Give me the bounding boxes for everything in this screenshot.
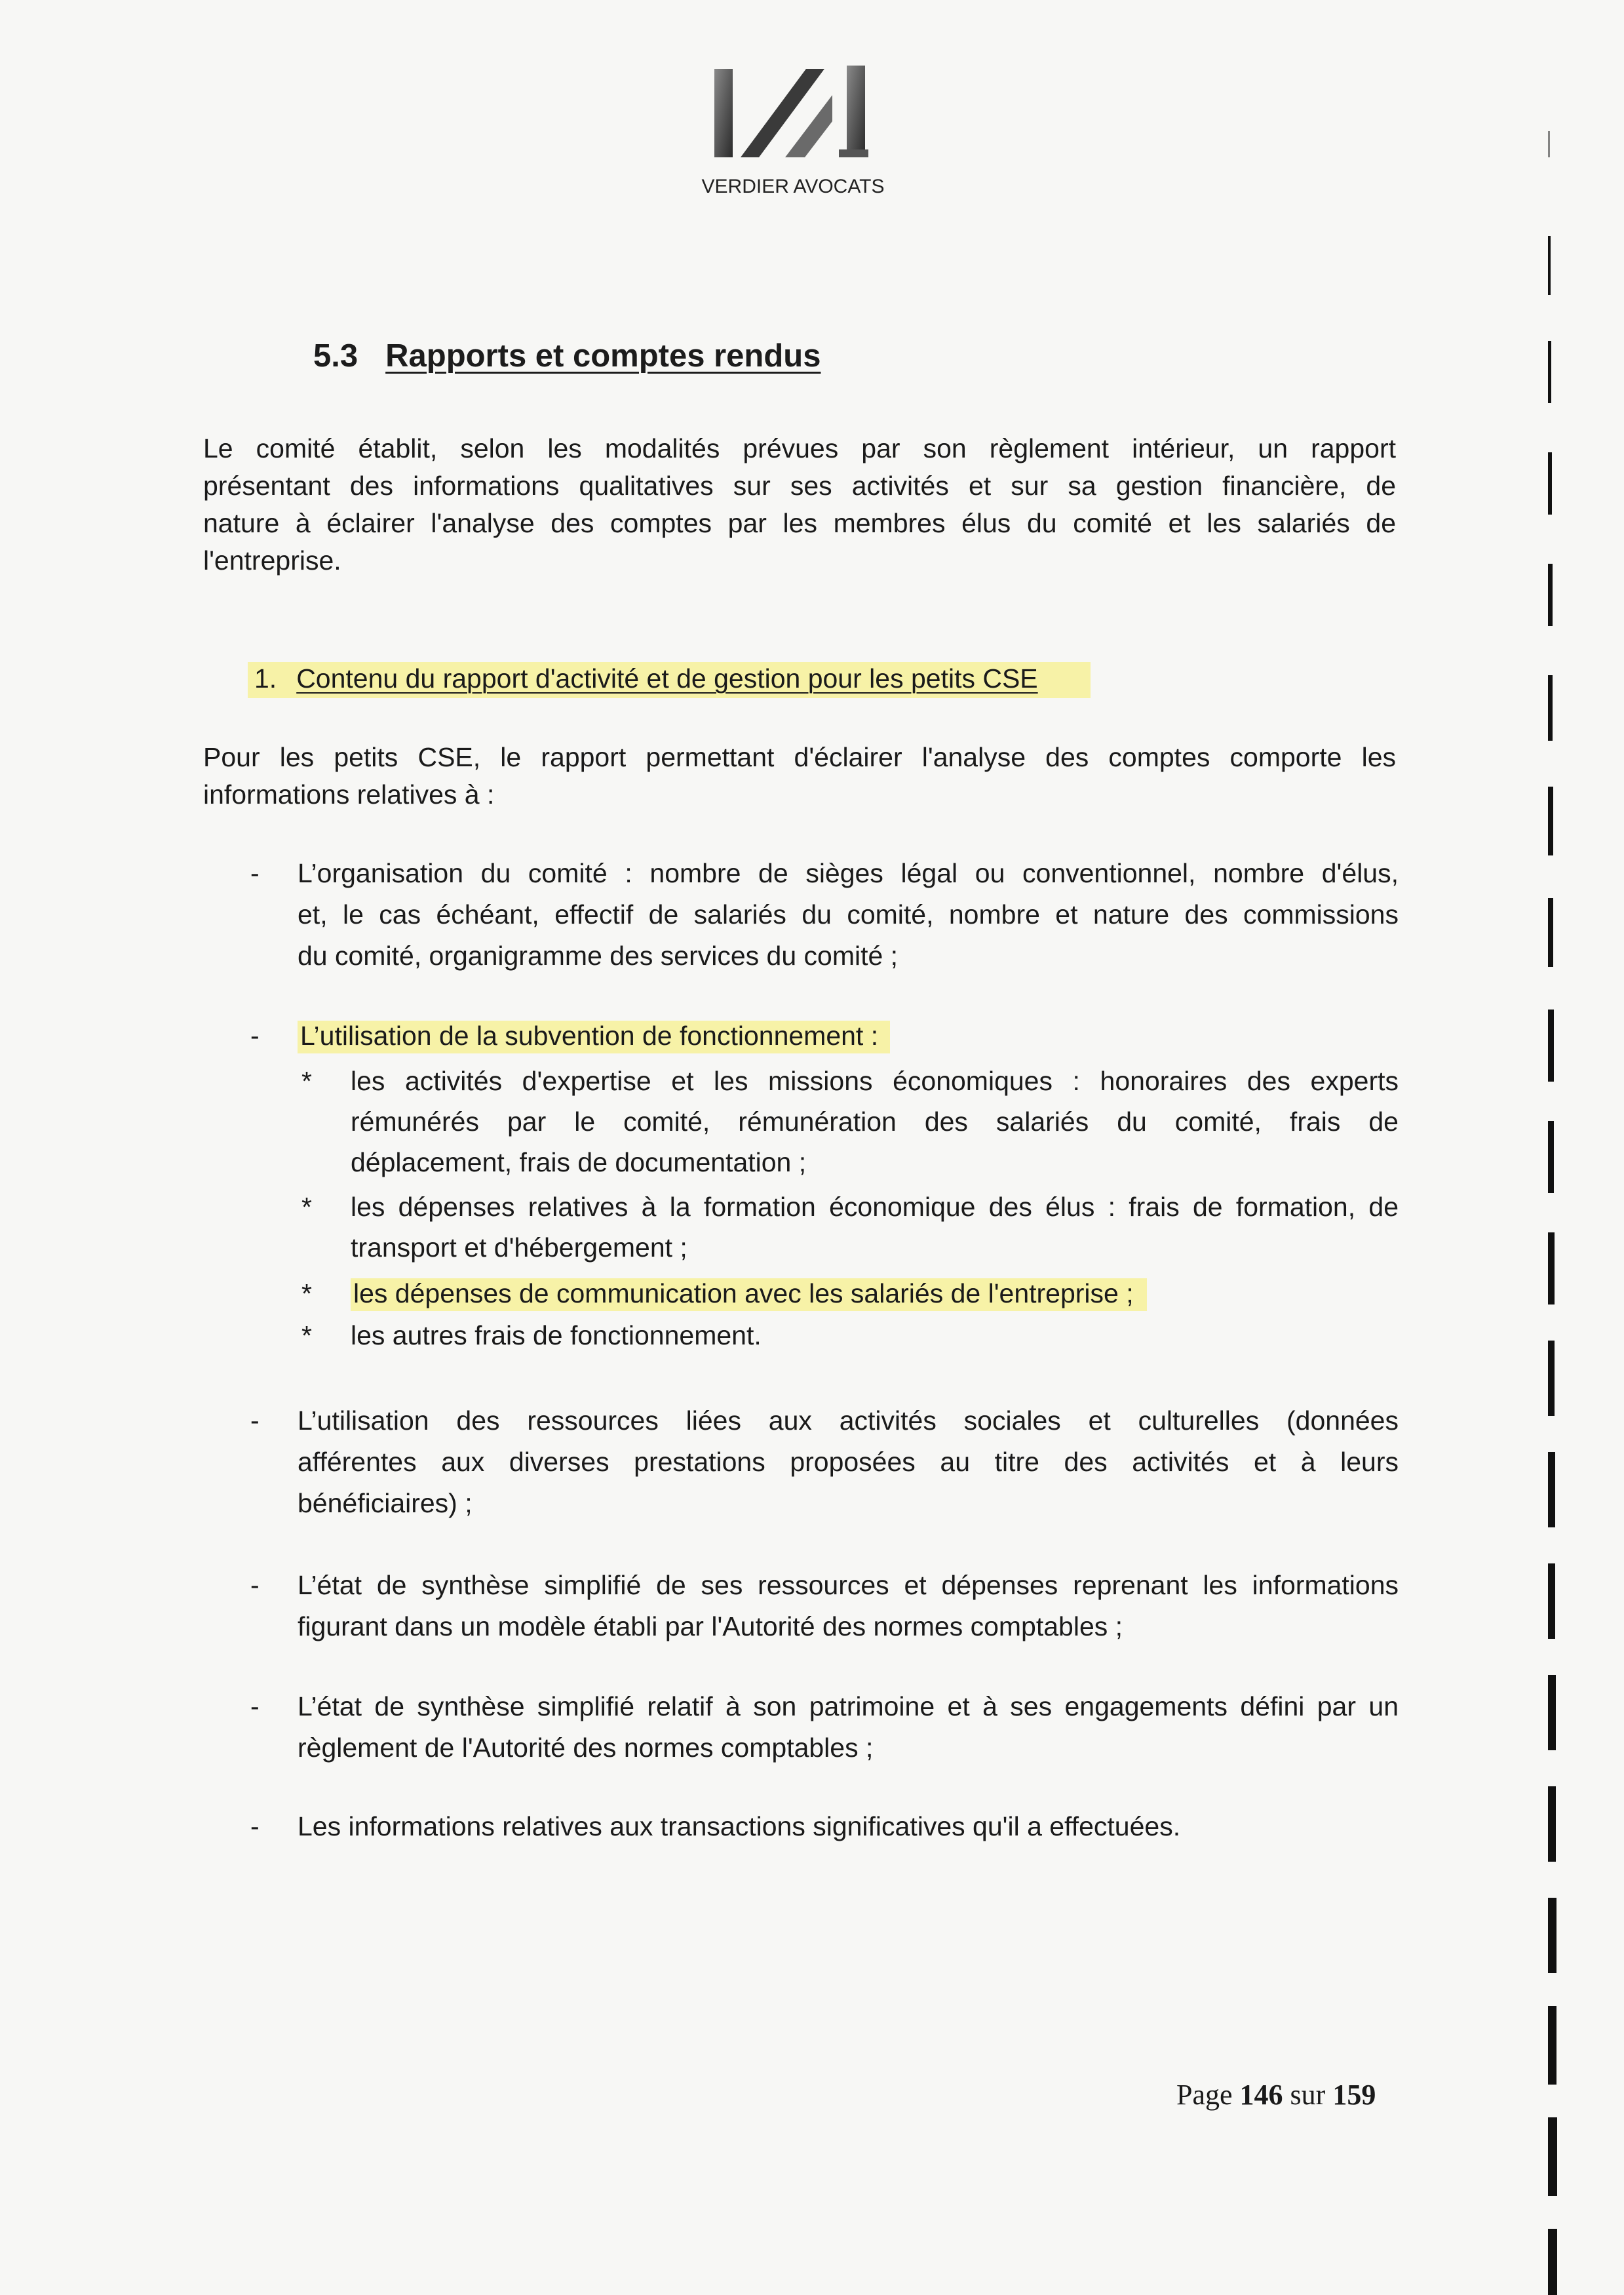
binding-mark [1548, 1121, 1554, 1193]
asterisk-bullet: * [301, 1066, 312, 1096]
binding-mark [1548, 1675, 1556, 1750]
binding-mark [1548, 1563, 1555, 1639]
lead-paragraph [203, 739, 1396, 814]
item-line: les dépenses relatives à la formation économique des élus : frais de formation, de [351, 1192, 1399, 1222]
item-line: L’état de synthèse simplifié de ses ressources et dépenses reprenant les informations [298, 1570, 1399, 1600]
dash-bullet: - [250, 1405, 260, 1436]
firm-name: VERDIER AVOCATS [701, 176, 885, 197]
binding-mark [1548, 787, 1553, 855]
item-line: afférentes aux diverses prestations proposées au titre des activités et à leurs [298, 1447, 1399, 1477]
asterisk-bullet: * [301, 1320, 312, 1350]
paragraph-line: présentant des informations qualitatives sur ses activités et sur sa gestion financière, de [203, 471, 1396, 501]
dash-bullet: - [250, 1021, 260, 1051]
of-word: sur [1290, 2079, 1326, 2111]
item-line: L’état de synthèse simplifié relatif à son patrimoine et à ses engagements défini par un [298, 1691, 1399, 1721]
item-line: L’organisation du comité : nombre de sièges légal ou conventionnel, nombre d'élus, [298, 858, 1399, 888]
paragraph-line: informations relatives à : [203, 779, 495, 810]
item-line: L’utilisation des ressources liées aux activités sociales et culturelles (données [298, 1405, 1399, 1436]
item-line: les activités d'expertise et les missions économiques : honoraires des experts [351, 1066, 1399, 1096]
binding-mark [1548, 2117, 1557, 2196]
section-heading [313, 338, 821, 374]
binding-mark [1548, 1232, 1555, 1304]
item-line: du comité, organigramme des services du comité ; [298, 941, 899, 971]
binding-mark [1548, 564, 1553, 626]
firm-logo [695, 59, 891, 210]
binding-mark [1548, 2006, 1556, 2085]
paragraph-line: nature à éclairer l'analyse des comptes par les membres élus du comité et les salariés de [203, 508, 1396, 538]
section-number: 5.3 [313, 338, 358, 374]
item-line: règlement de l'Autorité des normes comptables ; [298, 1733, 874, 1763]
binding-mark [1548, 898, 1553, 967]
paragraph-line: l'entreprise. [203, 545, 341, 576]
item-line: bénéficiaires) ; [298, 1488, 473, 1518]
subsection-title: Contenu du rapport d'activité et de gestion pour les petits CSE [296, 663, 1038, 694]
binding-marks [1534, 0, 1624, 2295]
binding-mark [1548, 341, 1551, 403]
item-line-highlighted: L’utilisation de la subvention de fonctionnement : [298, 1021, 890, 1053]
page-number [1176, 2078, 1376, 2111]
binding-mark [1548, 1786, 1556, 1862]
binding-mark [1548, 1452, 1555, 1527]
page-word: Page [1176, 2079, 1233, 2111]
item-line: les autres frais de fonctionnement. [351, 1320, 762, 1350]
total-pages: 159 [1332, 2079, 1376, 2111]
asterisk-bullet: * [301, 1192, 312, 1222]
binding-mark [1548, 1010, 1554, 1082]
intro-paragraph [203, 430, 1396, 579]
binding-mark [1548, 131, 1550, 157]
binding-mark [1548, 1898, 1556, 1973]
binding-mark [1548, 1341, 1555, 1416]
dash-bullet: - [250, 1811, 260, 1841]
binding-mark [1548, 236, 1551, 295]
paragraph-line: Pour les petits CSE, le rapport permettant d'éclairer l'analyse des comptes comporte les [203, 742, 1396, 772]
va-monogram-icon [708, 59, 878, 174]
binding-mark [1548, 452, 1552, 515]
item-line: transport et d'hébergement ; [351, 1232, 687, 1263]
current-page: 146 [1239, 2079, 1283, 2111]
binding-mark [1548, 675, 1553, 741]
dash-bullet: - [250, 1570, 260, 1600]
item-line-highlighted: les dépenses de communication avec les salariés de l'entreprise ; [351, 1278, 1147, 1311]
paragraph-line: Le comité établit, selon les modalités prévues par son règlement intérieur, un rapport [203, 433, 1396, 463]
item-line: et, le cas échéant, effectif de salariés du comité, nombre et nature des commissions [298, 899, 1399, 930]
item-line: rémunérés par le comité, rémunération des salariés du comité, frais de [351, 1107, 1399, 1137]
item-line: déplacement, frais de documentation ; [351, 1147, 807, 1177]
item-line: figurant dans un modèle établi par l'Autorité des normes comptables ; [298, 1611, 1123, 1641]
section-title: Rapports et comptes rendus [385, 338, 821, 374]
item-line: Les informations relatives aux transactions significatives qu'il a effectuées. [298, 1811, 1181, 1841]
asterisk-bullet: * [301, 1278, 312, 1308]
dash-bullet: - [250, 1691, 260, 1721]
subsection-heading [248, 662, 1091, 698]
dash-bullet: - [250, 858, 260, 888]
subsection-number: 1. [254, 663, 277, 694]
binding-mark [1548, 2229, 1557, 2295]
